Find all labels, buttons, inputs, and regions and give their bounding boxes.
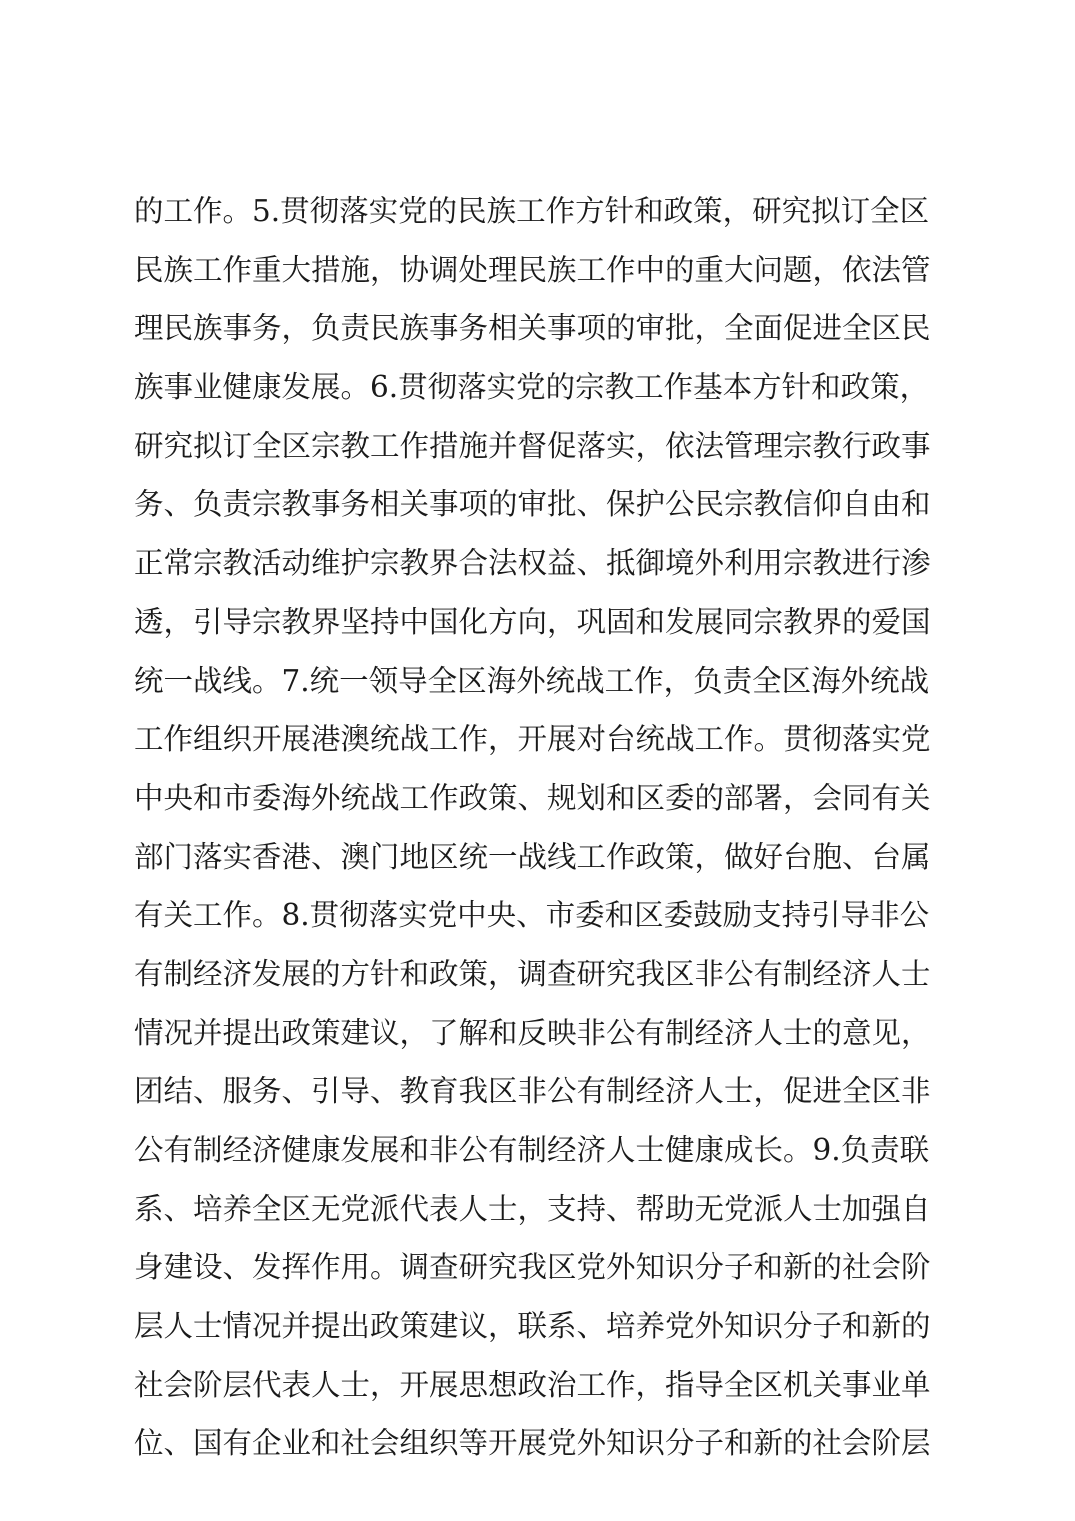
text-line: 工作组织开展港澳统战工作，开展对台统战工作。贯彻落实党 (134, 722, 931, 757)
text-line: 情况并提出政策建议，了解和反映非公有制经济人士的意见， (134, 1015, 931, 1050)
text-line: 团结、服务、引导、教育我区非公有制经济人士，促进全区非 (134, 1074, 931, 1109)
text-line: 研究拟订全区宗教工作措施并督促落实，依法管理宗教行政事 (134, 428, 931, 463)
text-line: 身建设、发挥作用。调查研究我区党外知识分子和新的社会阶 (134, 1250, 931, 1285)
text-line: 位、国有企业和社会组织等开展党外知识分子和新的社会阶层 (134, 1426, 931, 1461)
body-text (134, 182, 931, 1473)
text-line: 的工作。5.贯彻落实党的民族工作方针和政策，研究拟订全区 (134, 194, 930, 228)
text-line: 有关工作。8.贯彻落实党中央、市委和区委鼓励支持引导非公 (134, 898, 930, 933)
text-line: 层人士情况并提出政策建议，联系、培养党外知识分子和新的 (134, 1309, 931, 1344)
text-line: 正常宗教活动维护宗教界合法权益、抵御境外利用宗教进行渗 (134, 546, 931, 581)
text-line: 务、负责宗教事务相关事项的审批、保护公民宗教信仰自由和 (134, 487, 931, 522)
text-line: 中央和市委海外统战工作政策、规划和区委的部署，会同有关 (134, 780, 931, 815)
text-line: 族事业健康发展。6.贯彻落实党的宗教工作基本方针和政策， (134, 370, 930, 405)
text-line: 透，引导宗教界坚持中国化方向，巩固和发展同宗教界的爱国 (134, 604, 931, 639)
text-line: 系、培养全区无党派代表人士，支持、帮助无党派人士加强自 (134, 1191, 931, 1226)
text-line: 公有制经济健康发展和非公有制经济人士健康成长。9.负责联 (134, 1133, 930, 1167)
text-line: 统一战线。7.统一领导全区海外统战工作，负责全区海外统战 (134, 663, 930, 698)
text-line: 理民族事务，负责民族事务相关事项的审批，全面促进全区民 (134, 311, 931, 346)
text-line: 部门落实香港、澳门地区统一战线工作政策，做好台胞、台属 (134, 839, 931, 874)
text-line: 社会阶层代表人士，开展思想政治工作，指导全区机关事业单 (134, 1367, 931, 1402)
text-line: 民族工作重大措施，协调处理民族工作中的重大问题，依法管 (134, 252, 931, 287)
text-line: 有制经济发展的方针和政策，调查研究我区非公有制经济人士 (134, 956, 931, 991)
